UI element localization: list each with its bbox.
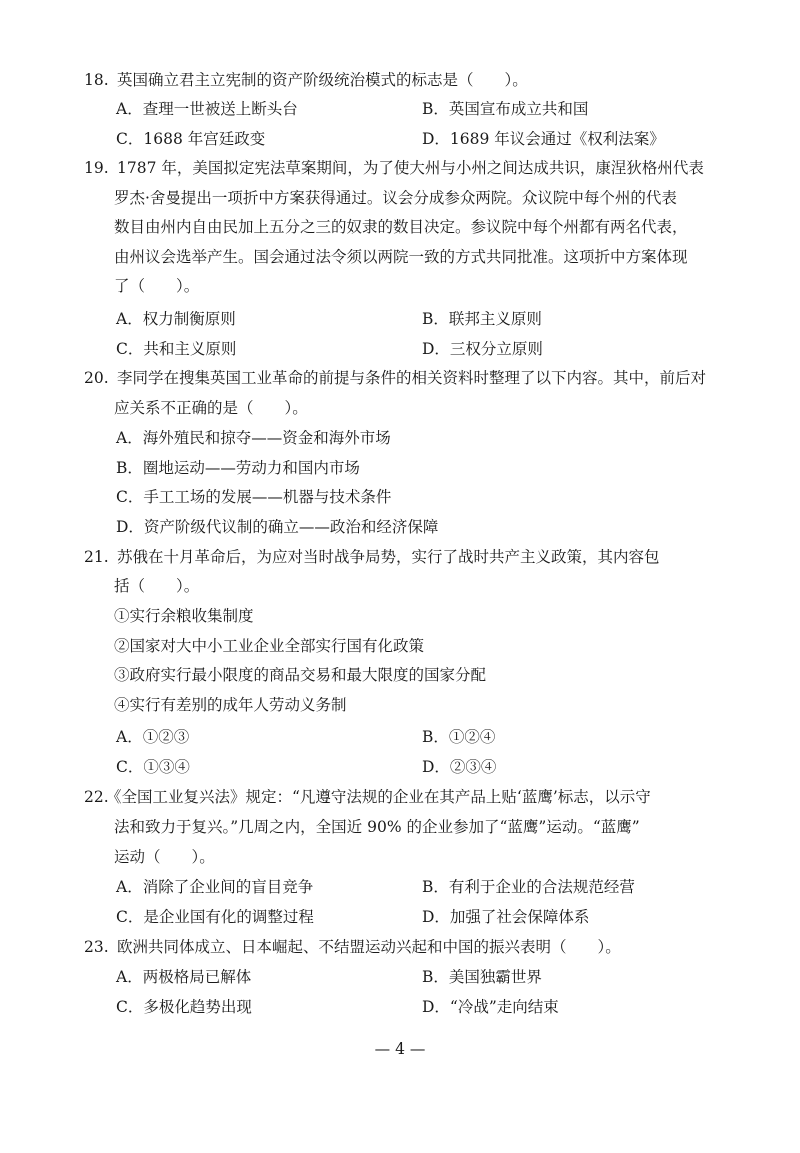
question-23-option-b: B．美国独霸世界 [422,968,542,986]
question-18-number: 18. [84,71,109,89]
question-21-option-a: A．①②③ [116,728,190,746]
question-23-option-c: C．多极化趋势出现 [116,998,252,1016]
question-19-stem-line-3: 数目由州内自由民加上五分之三的奴隶的数目决定。参议院中每个州都有两名代表， [114,218,688,236]
question-21-stem-line-2: 括（ ）。 [114,577,200,595]
question-23-option-a: A．两极格局已解体 [116,968,252,986]
question-20-option-d: D．资产阶级代议制的确立——政治和经济保障 [116,518,439,536]
question-20-option-c: C．手工工场的发展——机器与技术条件 [116,488,392,506]
question-19-option-c: C．共和主义原则 [116,340,237,358]
question-22-option-b: B．有利于企业的合法规范经营 [422,878,635,896]
question-22-number: 22. [84,788,109,806]
question-19-stem-line-5: 了（ ）。 [114,277,200,295]
question-18-option-a: A．查理一世被送上断头台 [116,100,298,118]
question-19-stem-line-1: 1787 年，美国拟定宪法草案期间，为了使大州与小州之间达成共识，康涅狄格州代表 [117,159,704,177]
question-21-item-1: ①实行余粮收集制度 [114,607,254,625]
question-18-option-d: D．1689 年议会通过《权利法案》 [422,130,665,148]
question-22-option-c: C．是企业国有化的调整过程 [116,908,314,926]
question-19-stem-line-2: 罗杰·舍曼提出一项折中方案获得通过。议会分成参众两院。众议院中每个州的代表 [114,189,677,207]
question-19-option-d: D．三权分立原则 [422,340,543,358]
question-21-item-2: ②国家对大中小工业企业全部实行国有化政策 [114,637,425,655]
question-20-option-a: A．海外殖民和掠夺——资金和海外市场 [116,429,391,447]
question-19-option-a: A．权力制衡原则 [116,310,236,328]
page-number: — 4 — [374,1040,426,1058]
question-19-number: 19. [84,159,109,177]
question-22-option-d: D．加强了社会保障体系 [422,908,590,926]
question-21-option-b: B．①②④ [422,728,496,746]
question-20-option-b: B．圈地运动——劳动力和国内市场 [116,459,360,477]
question-21-option-c: C．①③④ [116,758,190,776]
question-22-stem-line-2: 法和致力于复兴。”几周之内，全国近 90% 的企业参加了“蓝鹰”运动。“蓝鹰” [114,818,640,836]
question-19-option-b: B．联邦主义原则 [422,310,542,328]
question-18-stem-line-1: 英国确立君主立宪制的资产阶级统治模式的标志是（ ）。 [117,71,528,89]
question-21-item-3: ③政府实行最小限度的商品交易和最大限度的国家分配 [114,666,487,684]
question-22-stem-line-1: 《全国工业复兴法》规定：“凡遵守法规的企业在其产品上贴‘蓝鹰’标志，以示守 [106,788,651,806]
question-20-number: 20. [84,369,109,387]
question-23-option-d: D．“冷战”走向结束 [422,998,559,1016]
question-18-option-c: C．1688 年宫廷政变 [116,130,266,148]
question-22-option-a: A．消除了企业间的盲目竞争 [116,878,314,896]
question-23-number: 23. [84,938,109,956]
question-18-option-b: B．英国宣布成立共和国 [422,100,589,118]
question-21-number: 21. [84,548,109,566]
question-21-option-d: D．②③④ [422,758,497,776]
question-20-stem-line-1: 李同学在搜集英国工业革命的前提与条件的相关资料时整理了以下内容。其中，前后对 [117,369,707,387]
question-21-item-4: ④实行有差别的成年人劳动义务制 [114,696,347,714]
question-20-stem-line-2: 应关系不正确的是（ ）。 [114,399,308,417]
question-21-stem-line-1: 苏俄在十月革命后，为应对当时战争局势，实行了战时共产主义政策，其内容包 [117,548,660,566]
question-19-stem-line-4: 由州议会选举产生。国会通过法令须以两院一致的方式共同批准。这项折中方案体现 [114,248,688,266]
question-23-stem-line-1: 欧洲共同体成立、日本崛起、不结盟运动兴起和中国的振兴表明（ ）。 [117,938,621,956]
question-22-stem-line-3: 运动（ ）。 [114,848,215,866]
